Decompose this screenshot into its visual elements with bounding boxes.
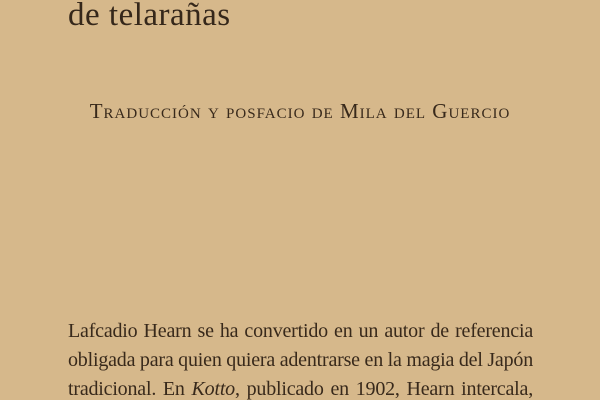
- paragraph-line-3-pre: tradicional. En: [68, 378, 192, 400]
- paragraph-line-3-post: , publicado en 1902, Hearn intercala,: [235, 378, 533, 400]
- paragraph-line-3: [68, 375, 533, 400]
- book-title-fragment: de telarañas: [68, 0, 231, 33]
- description-paragraph: [68, 317, 533, 400]
- paragraph-line-2: obligada para quien quiera adentrarse en la magia del Japón: [68, 349, 533, 371]
- book-title-italic: Kotto: [191, 378, 235, 400]
- paragraph-line-1: Lafcadio Hearn se ha convertido en un autor de referencia: [68, 320, 533, 342]
- translation-credit: Traducción y posfacio de Mila del Guercio: [89, 99, 511, 123]
